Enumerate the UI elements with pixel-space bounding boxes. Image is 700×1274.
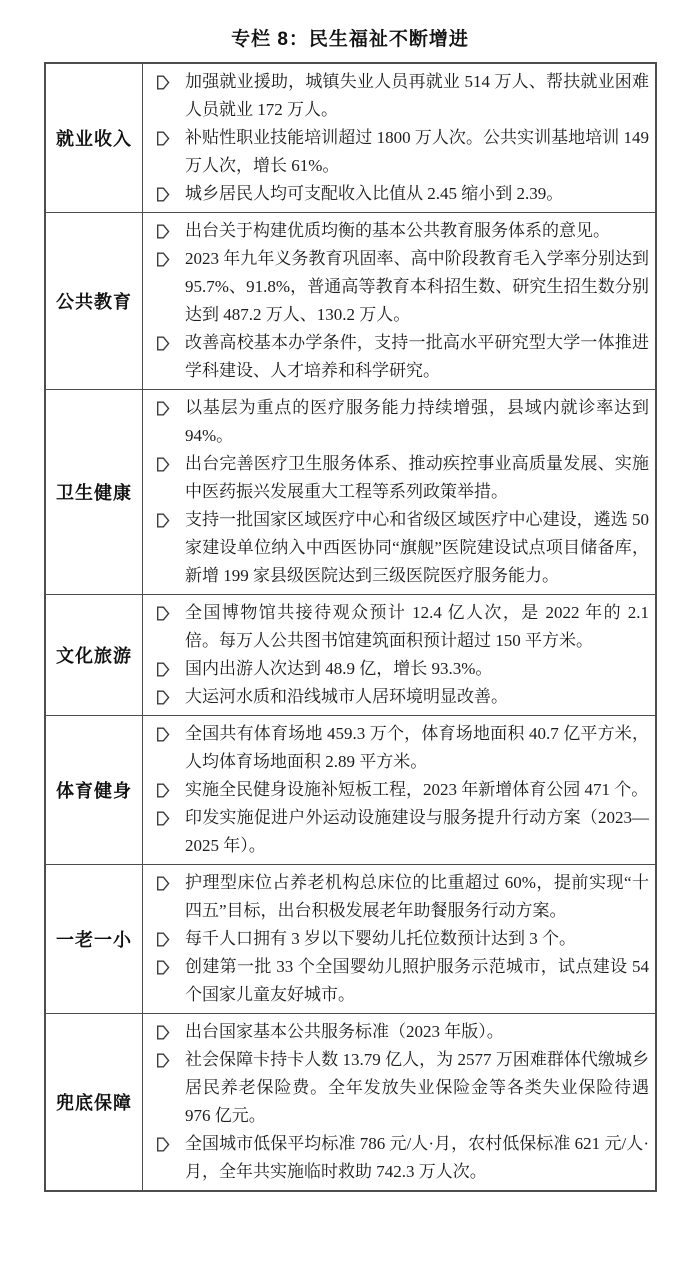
bullet-item (156, 217, 649, 245)
bullet-item (156, 394, 649, 450)
bullet-item-text: 补贴性职业技能培训超过 1800 万人次。公共实训基地培训 149 万人次，增长 61%。 (185, 128, 649, 175)
bullet-item-text: 护理型床位占养老机构总床位的比重超过 60%，提前实现“十四五”目标，出台积极发展老年助餐服务行动方案。 (185, 873, 649, 920)
bullet-item (156, 1018, 649, 1046)
bullet-item-text: 2023 年九年义务教育巩固率、高中阶段教育毛入学率分别达到 95.7%、91.8%，普通高等教育本科招生数、研究生招生数分别达到 487.2 万人、130.2 万人。 (185, 249, 649, 324)
bullet-item-text: 印发实施促进户外运动设施建设与服务提升行动方案（2023—2025 年）。 (185, 808, 649, 855)
bullet-item (156, 1046, 649, 1130)
bullet-arrow-icon (156, 329, 185, 351)
bullet-item (156, 683, 649, 711)
bullet-item (156, 506, 649, 590)
row-label-culture-tourism: 文化旅游 (45, 595, 143, 716)
bullet-item-text: 全国共有体育场地 459.3 万个，体育场地面积 40.7 亿平方米，人均体育场地面积 2.89 平方米。 (185, 724, 649, 771)
bullet-arrow-icon (156, 776, 185, 798)
bullet-arrow-icon (156, 506, 185, 528)
bullet-item-text: 支持一批国家区域医疗中心和省级区域医疗中心建设，遴选 50 家建设单位纳入中西医协同“旗舰”医院建设试点项目储备库，新增 199 家县级医院达到三级医院医疗服务能力。 (185, 510, 649, 585)
bullet-arrow-icon (156, 394, 185, 416)
table-row (45, 1014, 656, 1192)
table-row (45, 865, 656, 1014)
row-content (143, 63, 657, 213)
bullet-item-text: 改善高校基本办学条件，支持一批高水平研究型大学一体推进学科建设、人才培养和科学研究。 (185, 333, 649, 380)
row-content (143, 716, 657, 865)
bullet-arrow-icon (156, 953, 185, 975)
bullet-arrow-icon (156, 245, 185, 267)
table-row (45, 595, 656, 716)
bullet-item (156, 68, 649, 124)
row-label-elderly-children: 一老一小 (45, 865, 143, 1014)
bullet-item (156, 599, 649, 655)
bullet-arrow-icon (156, 925, 185, 947)
row-label-public-education: 公共教育 (45, 213, 143, 390)
bullet-arrow-icon (156, 68, 185, 90)
row-content (143, 1014, 657, 1192)
bullet-item-text: 出台关于构建优质均衡的基本公共教育服务体系的意见。 (185, 221, 610, 240)
bullet-item (156, 869, 649, 925)
bullet-item-text: 出台国家基本公共服务标准（2023 年版）。 (185, 1022, 504, 1041)
bullet-arrow-icon (156, 655, 185, 677)
row-label-employment-income: 就业收入 (45, 63, 143, 213)
table-row (45, 390, 656, 595)
livelihood-table (44, 62, 657, 1192)
bullet-item (156, 720, 649, 776)
bullet-item (156, 245, 649, 329)
bullet-item-text: 出台完善医疗卫生服务体系、推动疾控事业高质量发展、实施中医药振兴发展重大工程等系列政策举措。 (185, 454, 649, 501)
bullet-arrow-icon (156, 869, 185, 891)
bullet-item (156, 776, 649, 804)
bullet-item-text: 创建第一批 33 个全国婴幼儿照护服务示范城市，试点建设 54 个国家儿童友好城市。 (185, 957, 649, 1004)
row-content (143, 865, 657, 1014)
bullet-item (156, 450, 649, 506)
bullet-arrow-icon (156, 450, 185, 472)
row-label-sports-fitness: 体育健身 (45, 716, 143, 865)
bullet-arrow-icon (156, 1046, 185, 1068)
bullet-arrow-icon (156, 720, 185, 742)
bullet-item-text: 大运河水质和沿线城市人居环境明显改善。 (185, 687, 508, 706)
bullet-item (156, 329, 649, 385)
bullet-item (156, 1130, 649, 1186)
bullet-item-text: 全国城市低保平均标准 786 元/人·月，农村低保标准 621 元/人·月，全年共实施临时救助 742.3 万人次。 (185, 1134, 649, 1181)
row-content (143, 390, 657, 595)
table-row (45, 213, 656, 390)
bullet-item (156, 953, 649, 1009)
bullet-arrow-icon (156, 180, 185, 202)
bullet-item (156, 655, 649, 683)
row-label-basic-security: 兜底保障 (45, 1014, 143, 1192)
document-page (0, 24, 700, 1192)
bullet-arrow-icon (156, 599, 185, 621)
bullet-arrow-icon (156, 1130, 185, 1152)
bullet-item-text: 以基层为重点的医疗服务能力持续增强，县域内就诊率达到 94%。 (185, 398, 649, 445)
bullet-item (156, 804, 649, 860)
bullet-item-text: 每千人口拥有 3 岁以下婴幼儿托位数预计达到 3 个。 (185, 929, 576, 948)
bullet-item (156, 925, 649, 953)
bullet-item-text: 实施全民健身设施补短板工程，2023 年新增体育公园 471 个。 (185, 780, 649, 799)
row-content (143, 595, 657, 716)
bullet-arrow-icon (156, 1018, 185, 1040)
bullet-item-text: 加强就业援助，城镇失业人员再就业 514 万人、帮扶就业困难人员就业 172 万人。 (185, 72, 649, 119)
bullet-item-text: 城乡居民人均可支配收入比值从 2.45 缩小到 2.39。 (185, 184, 564, 203)
bullet-arrow-icon (156, 804, 185, 826)
bullet-item (156, 124, 649, 180)
bullet-item (156, 180, 649, 208)
bullet-item-text: 全国博物馆共接待观众预计 12.4 亿人次，是 2022 年的 2.1 倍。每万人公共图书馆建筑面积预计超过 150 平方米。 (185, 603, 649, 650)
page-title: 专栏 8：民生福祉不断增进 (231, 29, 469, 50)
row-label-health: 卫生健康 (45, 390, 143, 595)
table-row (45, 716, 656, 865)
bullet-item-text: 社会保障卡持卡人数 13.79 亿人，为 2577 万困难群体代缴城乡居民养老保险费。全年发放失业保险金等各类失业保险待遇 976 亿元。 (185, 1050, 649, 1125)
bullet-item-text: 国内出游人次达到 48.9 亿，增长 93.3%。 (185, 659, 493, 678)
bullet-arrow-icon (156, 124, 185, 146)
bullet-arrow-icon (156, 217, 185, 239)
bullet-arrow-icon (156, 683, 185, 705)
table-row (45, 63, 656, 213)
row-content (143, 213, 657, 390)
